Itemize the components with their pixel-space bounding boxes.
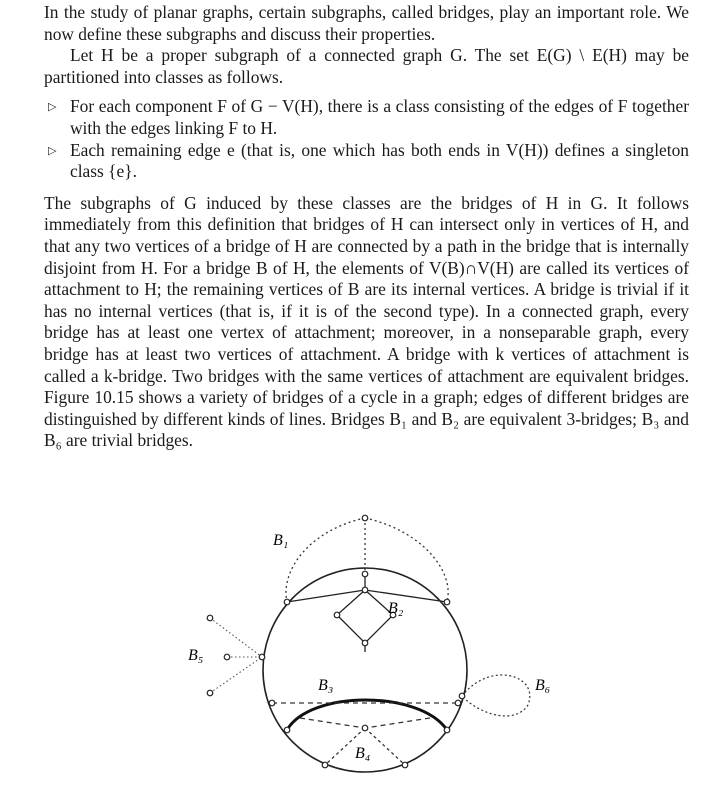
triangle-bullet-icon: ▷ (48, 100, 57, 114)
bridge-b4-edge (365, 728, 405, 765)
bridge-b1-edge (365, 518, 448, 602)
bridge-b4-edge (365, 718, 430, 728)
vertex (362, 587, 368, 593)
definition-paragraph: Let H be a proper subgraph of a connected graph G. The set E(G) \ E(H) may be partitioned into classes as follows. (44, 45, 689, 87)
vertex (259, 654, 265, 660)
vertex (402, 762, 408, 768)
vertex (459, 693, 465, 699)
vertex (207, 690, 213, 696)
figure-10-15-bridges (0, 500, 720, 789)
vertex (269, 700, 275, 706)
text-body (44, 2, 689, 452)
label-b3: B₃ (318, 677, 334, 694)
vertex (362, 571, 368, 577)
vertex (444, 599, 450, 605)
label-b2: B₂ (388, 600, 404, 617)
vertex (322, 762, 328, 768)
bridge-b6-loop (462, 675, 530, 716)
vertex (284, 727, 290, 733)
bridges-paragraph: The subgraphs of G induced by these classes are the bridges of H in G. It follows immediately from this definition that bridges of H can intersect only in vertices of H, and that any two vertices of a bridge of H are connected by a path in the bridge that is internally disjoint from H. For a bridge B of H, the elements of V(B)∩V(H) are called its vertices of attachment to H; the remaining vertices of B are its internal vertices. A bridge is trivial if it has no internal vertices (that is, if it is of the second type). In a connected graph, every bridge has at least one vertex of attachment; moreover, in a nonseparable graph, every bridge has at least two vertices of attachment. A bridge with k vertices of attachment is called a k-bridge. Two bridges with the same vertices of attachment are equivalent bridges. Figure 10.15 shows a variety of bridges of a cycle in a graph; edges of different bridges are distinguished by different kinds of lines. Bridges B₁ and B₂ are equivalent 3-bridges; B₃ and B₆ are trivial bridges. (44, 192, 689, 451)
label-b4: B₄ (355, 745, 371, 762)
graph-vertices (207, 515, 465, 768)
vertex (362, 640, 368, 646)
triangle-bullet-icon: ▷ (48, 143, 57, 157)
list-item-text: Each remaining edge e (that is, one which has both ends in V(H)) defines a singleton class {e}. (70, 139, 689, 182)
class-list (44, 96, 689, 182)
vertex (284, 599, 290, 605)
label-b1: B₁ (273, 532, 289, 549)
intro-paragraph: In the study of planar graphs, certain subgraphs, called bridges, play an important role. We now define these subgraphs and discuss their properties. (44, 2, 689, 44)
list-item-text: For each component F of G − V(H), there is a class consisting of the edges of F together with the edges linking F to H. (70, 96, 689, 138)
vertex (362, 515, 368, 521)
list-item (44, 96, 689, 139)
vertex (444, 727, 450, 733)
list-item (44, 140, 689, 183)
bridge-b5-edge (210, 657, 262, 693)
vertex (334, 612, 340, 618)
bridge-b1-edge (286, 518, 365, 602)
label-b6: B₆ (535, 677, 551, 694)
vertex (224, 654, 230, 660)
vertex (207, 615, 213, 621)
vertex (362, 725, 368, 731)
vertex (455, 700, 461, 706)
bridge-b4-edge (300, 718, 365, 728)
bridge-b5-edge (210, 618, 262, 657)
bridge-b2-diamond (337, 590, 393, 643)
cycle-h (263, 568, 467, 772)
label-b5: B₅ (188, 647, 204, 664)
